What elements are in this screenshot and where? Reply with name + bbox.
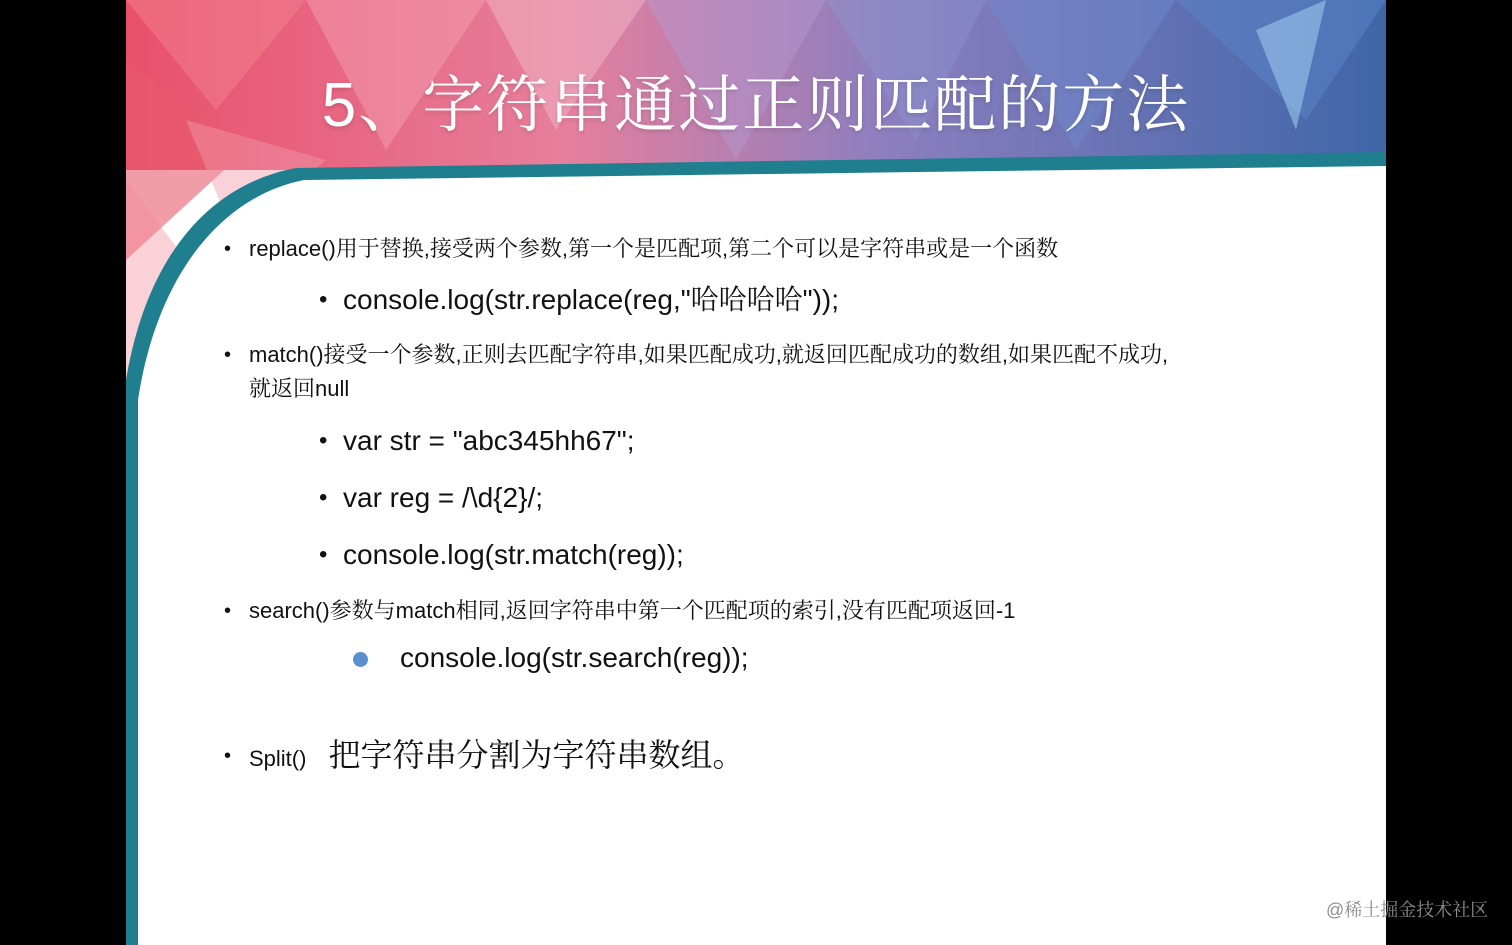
- bullet-search: search()参数与match相同,返回字符串中第一个匹配项的索引,没有匹配项返回-1: [249, 598, 1016, 623]
- bullet-marker: •: [319, 541, 328, 568]
- bullet-match-line1: match()接受一个参数,正则去匹配字符串,如果匹配成功,就返回匹配成功的数组,如果匹配不成功,: [249, 342, 1169, 367]
- bullet-marker: •: [319, 427, 328, 454]
- bullet-replace: replace()用于替换,接受两个参数,第一个是匹配项,第二个可以是字符串或是一个函数: [249, 236, 1059, 261]
- bullet-marker: •: [319, 484, 328, 511]
- bullet-marker: •: [224, 600, 232, 622]
- code-match-example-3: console.log(str.match(reg));: [343, 539, 684, 570]
- code-match-example-1: var str = "abc345hh67";: [343, 425, 635, 456]
- blue-bullet-marker: [353, 652, 368, 667]
- split-description: 把字符串分割为字符串数组。: [328, 737, 745, 773]
- bullet-match-line2: 就返回null: [249, 376, 350, 401]
- bullet-marker: •: [224, 238, 232, 260]
- slide-content: [126, 0, 1386, 945]
- code-replace-example: console.log(str.replace(reg,"哈哈哈哈"));: [343, 284, 840, 315]
- bullet-marker: •: [224, 745, 232, 767]
- watermark: @稀土掘金技术社区: [1326, 900, 1489, 920]
- bullet-marker: •: [319, 286, 328, 313]
- presentation-slide: [126, 0, 1386, 945]
- slide-title: 5、字符串通过正则匹配的方法: [321, 71, 1191, 140]
- code-match-example-2: var reg = /\d{2}/;: [343, 482, 544, 513]
- bullet-split: [249, 735, 744, 779]
- split-method-name: Split(): [249, 746, 307, 771]
- bullet-marker: •: [224, 344, 232, 366]
- code-search-example: console.log(str.search(reg));: [400, 642, 749, 673]
